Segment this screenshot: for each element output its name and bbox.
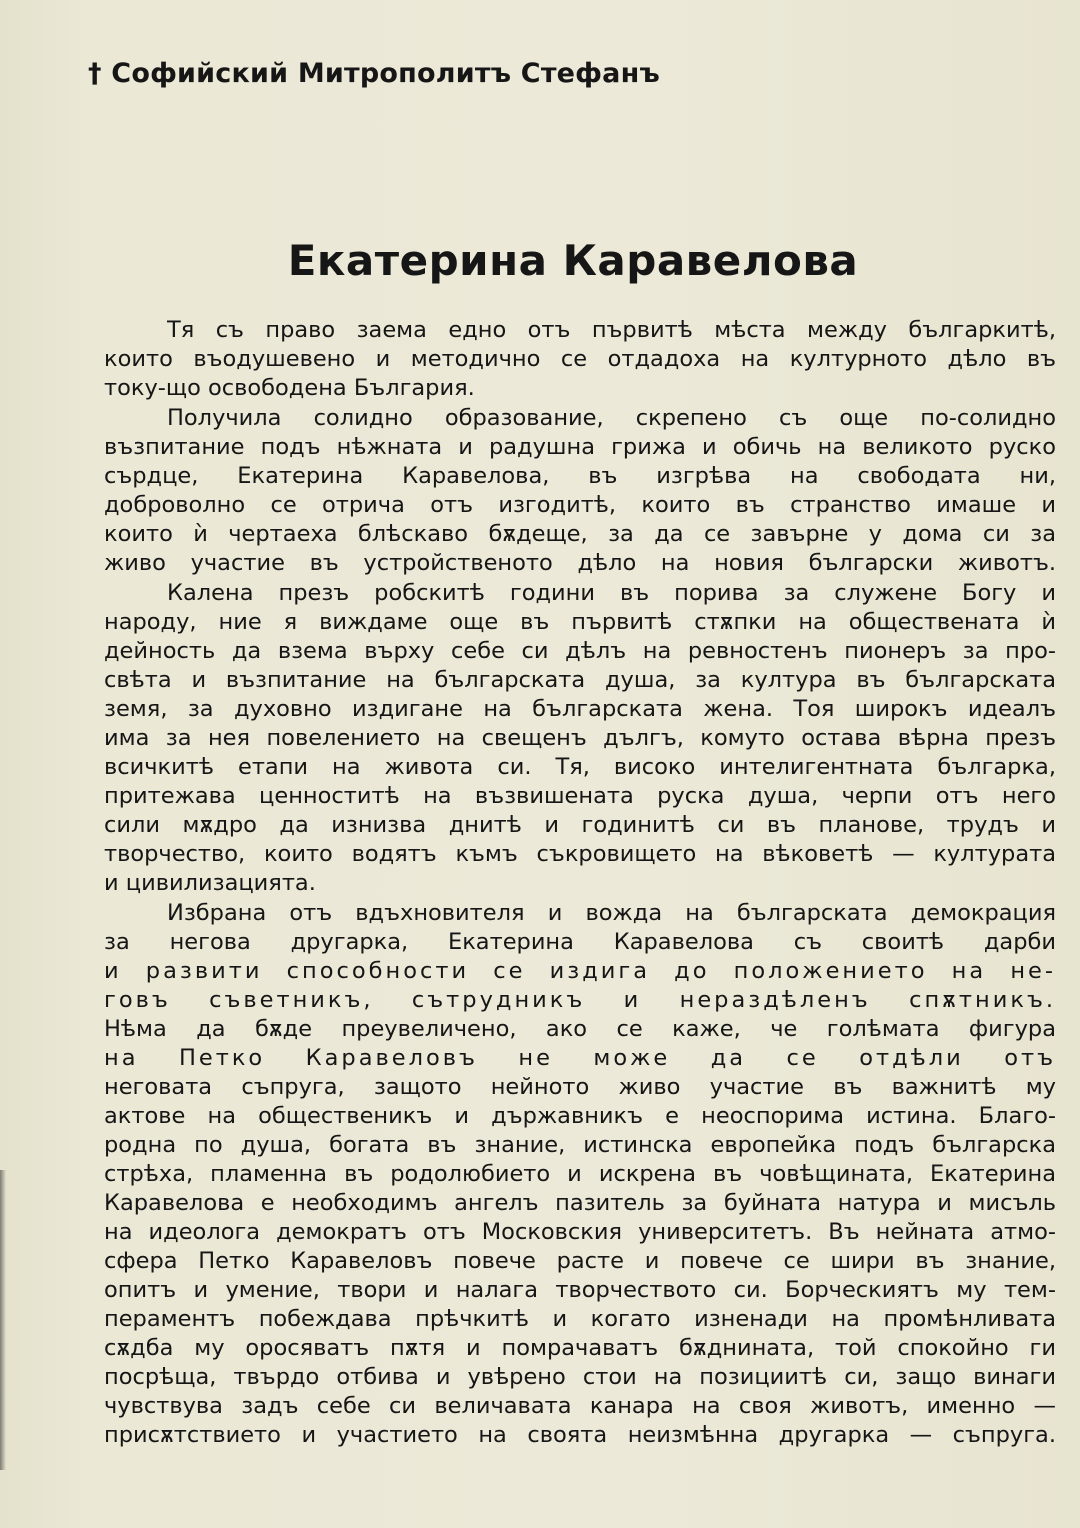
text-line: неговата съпруга, защото нейното живо участие въ важнитѣ му	[104, 1074, 1056, 1100]
text-line: Избрана отъ вдъхновителя и вожда на българската демокрация	[167, 900, 1056, 926]
text-line: Нѣма да бѫде преувеличено, ако се каже, че голѣмата фигура	[104, 1016, 1056, 1042]
page-gutter-shadow	[0, 1170, 6, 1470]
text-line: земя, за духовно издигане на българската жена. Тоя широкъ идеалъ	[104, 696, 1056, 722]
text-line: присѫтствието и участието на своята неизмѣнна другарка — съпруга.	[104, 1422, 1056, 1448]
text-line: притежава ценноститѣ на възвишената руска душа, черпи отъ него	[104, 783, 1056, 809]
text-line: родна по душа, богата въ знание, истинска европейка подъ българска	[104, 1132, 1056, 1158]
text-line: които ѝ чертаеха блѣскаво бѫдеще, за да се завърне у дома си за	[104, 521, 1056, 547]
text-line: сѫдба му оросяватъ пѫтя и помрачаватъ бѫднината, той спокойно ги	[104, 1335, 1056, 1361]
text-line: живо участие въ устройственото дѣло на новия български животъ.	[104, 550, 1056, 576]
text-line: и развити способности се издига до положението на не-	[104, 958, 1056, 984]
text-line: възпитание подъ нѣжната и радушна грижа и обичь на великото руско	[104, 434, 1056, 460]
text-line: опитъ и умение, твори и налага творчеството си. Борческиятъ му тем-	[104, 1277, 1056, 1303]
text-line: сили мѫдро да изнизва днитѣ и годинитѣ си въ планове, трудъ и	[104, 812, 1056, 838]
article-title: Екатерина Каравелова	[287, 236, 859, 285]
text-line: стрѣха, пламенна въ родолюбието и искрена въ човѣщината, Екатерина	[104, 1161, 1056, 1187]
text-line: всичкитѣ етапи на живота си. Тя, високо интелигентната българка,	[104, 754, 1056, 780]
text-line: дейность да взема върху себе си дѣлъ на ревностенъ пионеръ за про-	[104, 638, 1056, 664]
text-line: на идеолога демократъ отъ Московския университетъ. Въ нейната атмо-	[104, 1219, 1056, 1245]
text-line: свѣта и възпитание на българската душа, за култура въ българската	[104, 667, 1056, 693]
text-line: на Петко Каравеловъ не може да се отдѣли отъ	[104, 1045, 1056, 1071]
text-line: доброволно се отрича отъ изгодитѣ, които въ странство имаше и	[104, 492, 1056, 518]
text-line: току-що освободена България.	[104, 375, 475, 401]
text-line: за негова другарка, Екатерина Каравелова съ своитѣ дарби	[104, 929, 1056, 955]
text-line: сърдце, Екатерина Каравелова, въ изгрѣва на свободата ни,	[104, 463, 1056, 489]
text-line: Тя съ право заема едно отъ първитѣ мѣста между българкитѣ,	[167, 317, 1056, 343]
text-line: които въодушевено и методично се отдадоха на културното дѣло въ	[104, 346, 1056, 372]
text-line: Калена презъ робскитѣ години въ порива за служене Богу и	[167, 580, 1056, 606]
text-line: творчество, които водятъ къмъ съкровището на вѣковетѣ — културата	[104, 841, 1056, 867]
text-line: пераментъ побеждава прѣчкитѣ и когато изненади на промѣнливата	[104, 1306, 1056, 1332]
text-line: народу, ние я виждаме още въ първитѣ стѫпки на обществената ѝ	[104, 609, 1056, 635]
text-line: чувствува задъ себе си величавата канара на своя животъ, именно —	[104, 1393, 1056, 1419]
text-line: говъ съветникъ, сътрудникъ и нераздѣленъ спѫтникъ.	[104, 987, 1056, 1013]
author-header: † Софийский Митрополитъ Стефанъ	[88, 58, 660, 89]
text-line: актове на общественикъ и държавникъ е неоспорима истина. Благо-	[104, 1103, 1056, 1129]
text-line: сфера Петко Каравеловъ повече расте и повече се шири въ знание,	[104, 1248, 1056, 1274]
text-line: има за нея повелението на свещенъ дългъ, комуто остава вѣрна презъ	[104, 725, 1056, 751]
text-line: посрѣща, твърдо отбива и увѣрено стои на позициитѣ си, защо винаги	[104, 1364, 1056, 1390]
text-line: и цивилизацията.	[104, 870, 316, 896]
text-line: Каравелова е необходимъ ангелъ пазитель за буйната натура и мисъль	[104, 1190, 1056, 1216]
text-line: Получила солидно образование, скрепено съ още по-солидно	[167, 405, 1056, 431]
